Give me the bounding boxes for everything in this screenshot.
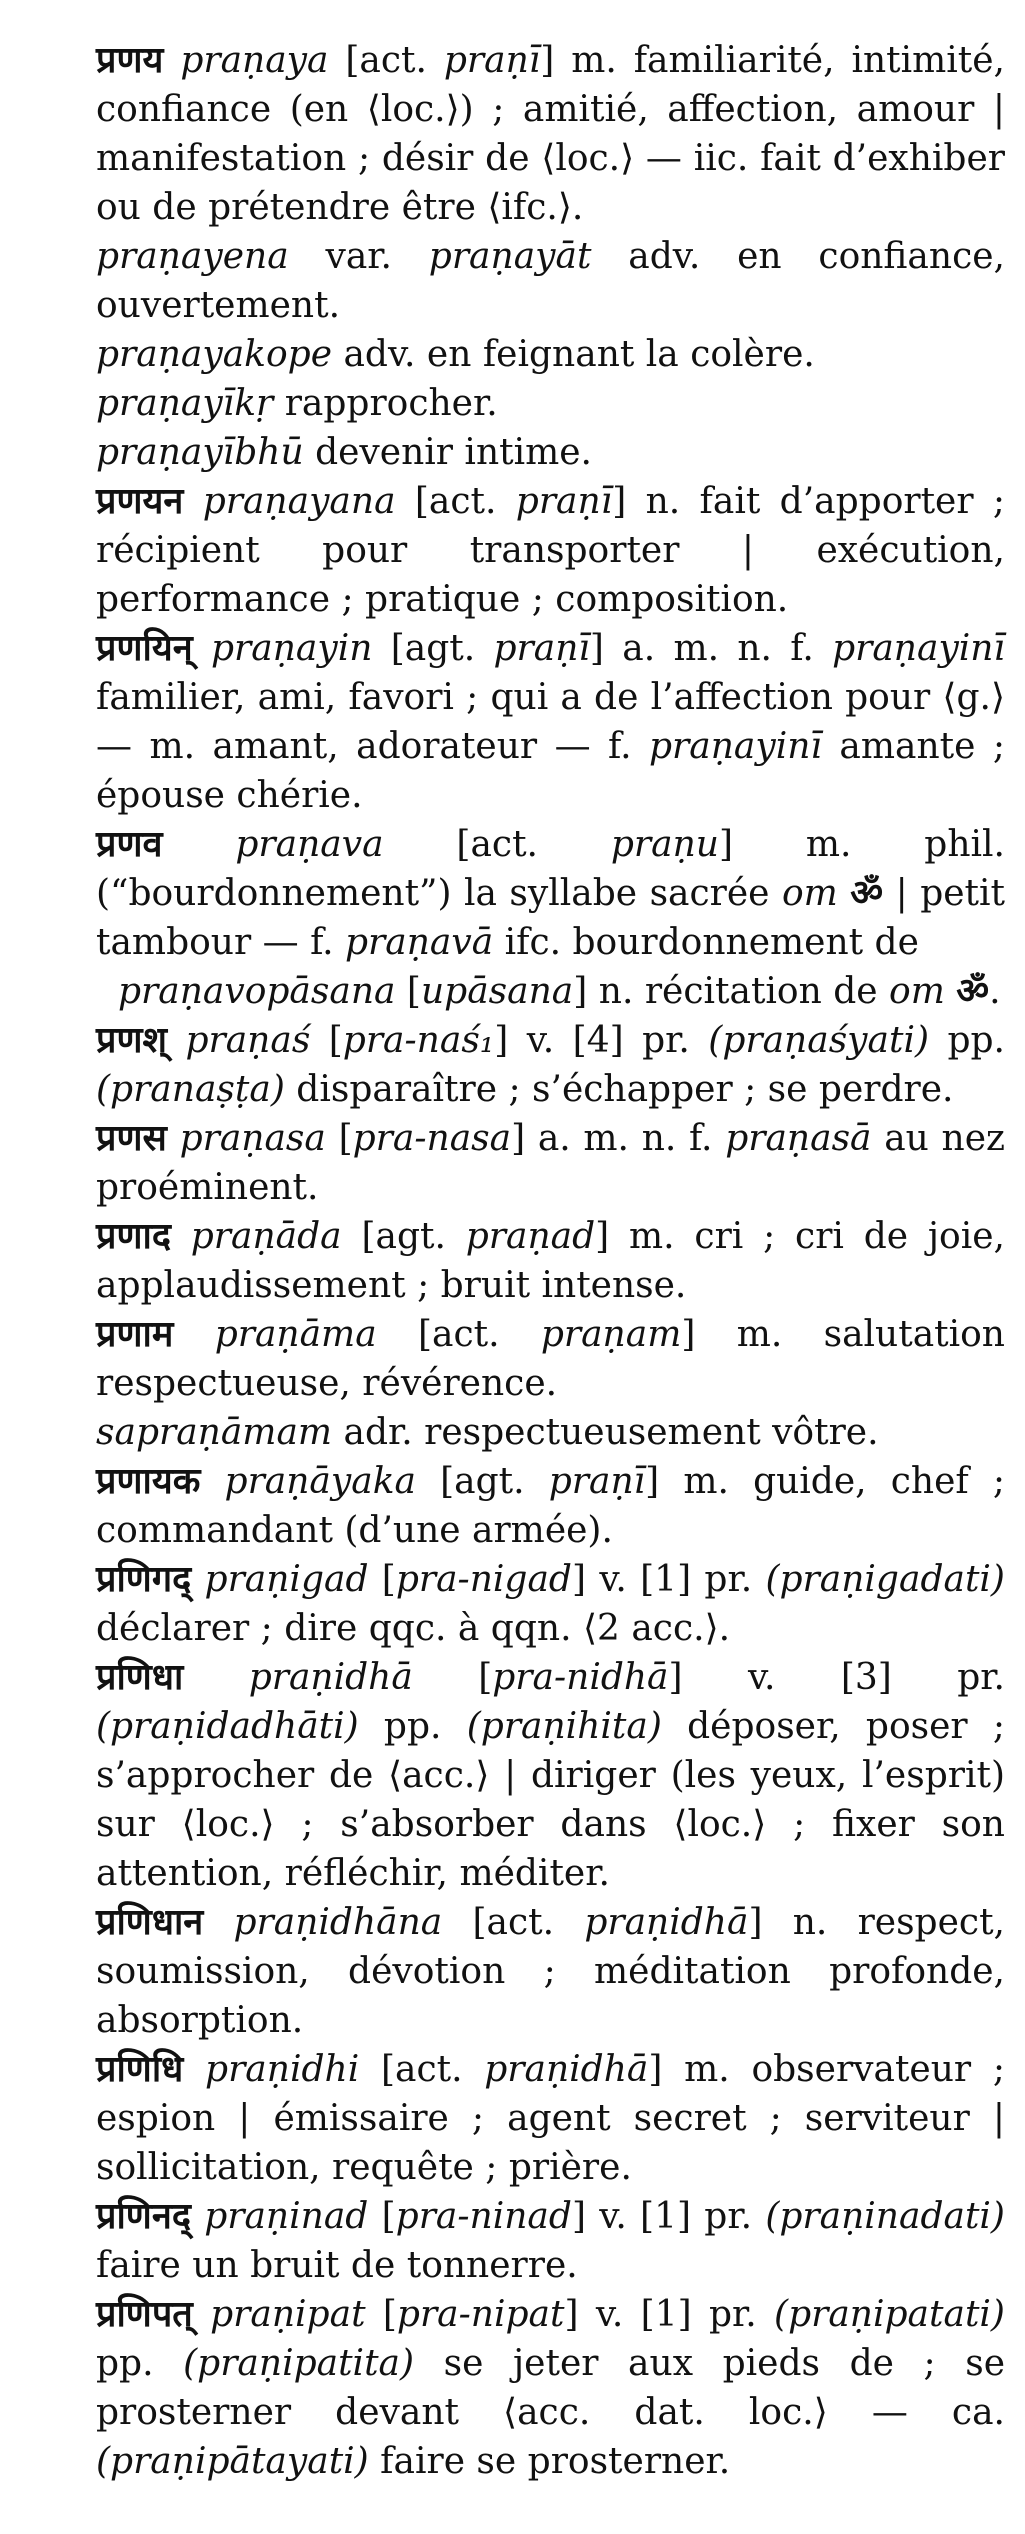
devanagari-headword: प्रणिधान bbox=[96, 1901, 204, 1943]
entry-text: ] m. cri ; cri de joie, applaudissement ; bruit intense. bbox=[96, 1216, 1005, 1306]
entry-text: ] n. respect, soumission, dévotion ; méditation profonde, absorption. bbox=[96, 1902, 1005, 2041]
entry-text bbox=[838, 873, 850, 914]
italic-term: praṇī bbox=[493, 628, 590, 669]
italic-term: om bbox=[889, 971, 945, 1012]
entry-text: | petit tambour — f. bbox=[96, 873, 1005, 963]
entry-text: [ bbox=[368, 1559, 396, 1600]
dictionary-entry bbox=[96, 1212, 1005, 1310]
entry-text bbox=[167, 1020, 185, 1061]
devanagari-headword: प्रणिनद् bbox=[96, 2195, 191, 2237]
entry-text bbox=[183, 2049, 205, 2090]
entry-text: ] n. récitation de bbox=[573, 971, 890, 1012]
entry-text: faire se prosterner. bbox=[368, 2441, 731, 2482]
entry-text: ] m. familiarité, intimité, confiance (en ⟨loc.⟩) ; amitié, affection, amour | manifestation ; désir de ⟨loc.⟩ — iic. fait d’exhiber ou de prétendre être ⟨ifc.⟩. bbox=[96, 40, 1005, 228]
entry-text: [ bbox=[365, 2294, 397, 2335]
entry-text: [act. bbox=[359, 2049, 485, 2090]
italic-term: praṇavopāsana bbox=[118, 971, 396, 1012]
dictionary-entry bbox=[96, 1898, 1005, 2045]
dictionary-entry bbox=[96, 624, 1005, 820]
entry-text: [act. bbox=[376, 1314, 541, 1355]
entry-text: ] m. observateur ; espion | émissaire ; agent secret ; serviteur | sollicitation, requête ; prière. bbox=[96, 2049, 1005, 2188]
italic-term: praṇāda bbox=[190, 1216, 342, 1257]
italic-term: praṇinad bbox=[204, 2196, 369, 2237]
dictionary-entry bbox=[96, 1653, 1005, 1898]
italic-term: praṇayana bbox=[202, 481, 396, 522]
entry-text bbox=[200, 1461, 224, 1502]
dictionary-entry bbox=[96, 1457, 1005, 1555]
italic-term: (praṇinadati) bbox=[765, 2196, 1005, 2237]
dictionary-entry bbox=[96, 1555, 1005, 1653]
dictionary-entry bbox=[96, 477, 1005, 624]
dictionary-entry bbox=[96, 2290, 1005, 2486]
devanagari-headword: प्रणिपत् bbox=[96, 2293, 193, 2335]
italic-term: praṇasā bbox=[725, 1118, 872, 1159]
entry-text bbox=[193, 628, 211, 669]
italic-term: pra-ninad bbox=[395, 2196, 572, 2237]
entry-text: var. bbox=[288, 236, 429, 277]
entry-text: ] v. [1] pr. bbox=[571, 1559, 766, 1600]
dictionary-entry bbox=[96, 2192, 1005, 2290]
entry-text: [act. bbox=[328, 40, 444, 81]
dictionary-entry bbox=[96, 232, 1005, 330]
entry-text bbox=[173, 1314, 214, 1355]
entry-text: faire un bruit de tonnerre. bbox=[96, 2245, 578, 2286]
italic-term: praṇayena bbox=[96, 236, 289, 277]
italic-term: praṇāyaka bbox=[224, 1461, 416, 1502]
italic-term: praṇī bbox=[443, 40, 541, 81]
italic-term: praṇayakope bbox=[96, 334, 333, 375]
entry-text: adv. en confiance, ouvertement. bbox=[96, 236, 1005, 326]
entry-text bbox=[191, 2196, 204, 2237]
entry-text bbox=[167, 1118, 180, 1159]
italic-term: praṇidhi bbox=[205, 2049, 360, 2090]
italic-term: praṇipat bbox=[210, 2294, 366, 2335]
devanagari-headword: प्रणश् bbox=[96, 1019, 167, 1061]
italic-term: (praṇihita) bbox=[466, 1706, 662, 1747]
entry-text bbox=[163, 824, 236, 865]
italic-term: praṇayinī bbox=[649, 726, 822, 767]
entry-text: [act. bbox=[395, 481, 516, 522]
entry-text: adr. respectueusement vôtre. bbox=[332, 1412, 879, 1453]
dictionary-entry bbox=[96, 1408, 1005, 1457]
italic-term: praṇam bbox=[540, 1314, 682, 1355]
entry-text bbox=[183, 481, 202, 522]
devanagari-headword: प्रणाद bbox=[96, 1215, 171, 1257]
entry-text: ifc. bourdonnement de bbox=[493, 922, 919, 963]
entry-text: [agt. bbox=[415, 1461, 549, 1502]
devanagari-headword: प्रणायक bbox=[96, 1460, 201, 1502]
italic-term: praṇaya bbox=[180, 40, 329, 81]
entry-text bbox=[193, 2294, 210, 2335]
entry-text: [ bbox=[412, 1657, 493, 1698]
italic-term: praṇigad bbox=[204, 1559, 369, 1600]
italic-term: praṇayāt bbox=[428, 236, 592, 277]
entry-text: ] v. [3] pr. bbox=[668, 1657, 1005, 1698]
italic-term: praṇī bbox=[515, 481, 613, 522]
italic-term: praṇidhā bbox=[584, 1902, 749, 1943]
entry-text: pp. bbox=[358, 1706, 467, 1747]
italic-term: praṇayinī bbox=[832, 628, 1005, 669]
dictionary-entry bbox=[96, 820, 1005, 967]
italic-term: (praṇipatati) bbox=[774, 2294, 1005, 2335]
italic-term: pra-nigad bbox=[395, 1559, 572, 1600]
italic-term: praṇava bbox=[235, 824, 384, 865]
entry-text: . bbox=[989, 971, 1001, 1012]
entry-text bbox=[945, 971, 956, 1012]
dictionary-entry bbox=[96, 1114, 1005, 1212]
italic-term: praṇidhā bbox=[248, 1657, 413, 1698]
italic-term: (praṇigadati) bbox=[765, 1559, 1005, 1600]
italic-term: (praṇidadhāti) bbox=[96, 1706, 359, 1747]
entry-text: ] v. [1] pr. bbox=[571, 2196, 766, 2237]
italic-term: upāsana bbox=[420, 971, 574, 1012]
dictionary-entry bbox=[96, 36, 1005, 232]
entry-text bbox=[183, 1657, 248, 1698]
entry-text: rapprocher. bbox=[273, 383, 498, 424]
entry-text: [ bbox=[395, 971, 421, 1012]
italic-term: praṇidhāna bbox=[233, 1902, 443, 1943]
entry-text: pp. bbox=[929, 1020, 1005, 1061]
entry-text: ] a. m. n. f. bbox=[511, 1118, 726, 1159]
devanagari-headword: प्रणिधा bbox=[96, 1656, 184, 1698]
devanagari-headword: प्रणस bbox=[96, 1117, 167, 1159]
entry-text bbox=[191, 1559, 204, 1600]
italic-term: sapraṇāmam bbox=[96, 1412, 333, 1453]
italic-term: praṇayībhū bbox=[96, 432, 304, 473]
entry-text bbox=[203, 1902, 233, 1943]
entry-text: [ bbox=[325, 1118, 353, 1159]
entry-text: se jeter aux pieds de ; se prosterner devant ⟨acc. dat. loc.⟩ — ca. bbox=[96, 2343, 1005, 2433]
dictionary-entry bbox=[96, 2045, 1005, 2192]
entry-text: [act. bbox=[383, 824, 611, 865]
devanagari-headword: प्रणय bbox=[96, 39, 164, 81]
entry-text: ] a. m. n. f. bbox=[589, 628, 833, 669]
entry-text: [agt. bbox=[372, 628, 494, 669]
entry-text: amante ; épouse chérie. bbox=[96, 726, 1005, 816]
entry-text: ] m. salutation respectueuse, révérence. bbox=[96, 1314, 1005, 1404]
entry-text: [ bbox=[310, 1020, 343, 1061]
italic-term: pra-nidhā bbox=[492, 1657, 669, 1698]
entry-text: [ bbox=[368, 2196, 396, 2237]
italic-term: praṇayīkṛ bbox=[96, 383, 274, 424]
entry-text bbox=[163, 40, 180, 81]
devanagari-headword: प्रणयन bbox=[96, 480, 184, 522]
italic-term: praṇidhā bbox=[484, 2049, 649, 2090]
devanagari-headword: प्रणाम bbox=[96, 1313, 174, 1355]
entry-text: ] m. guide, chef ; commandant (d’une armée). bbox=[96, 1461, 1005, 1551]
dictionary-entry bbox=[96, 1016, 1005, 1114]
entry-text: déposer, poser ; s’approcher de ⟨acc.⟩ | diriger (les yeux, l’esprit) sur ⟨loc.⟩ ; s’absorber dans ⟨loc.⟩ ; fixer son attention, réfléchir, méditer. bbox=[96, 1706, 1006, 1894]
italic-term: praṇu bbox=[610, 824, 719, 865]
entry-text: ] v. [1] pr. bbox=[564, 2294, 775, 2335]
italic-term: praṇad bbox=[465, 1216, 596, 1257]
entry-text: [act. bbox=[442, 1902, 585, 1943]
italic-term: praṇavā bbox=[345, 922, 494, 963]
dictionary-entry bbox=[96, 379, 1005, 428]
devanagari-headword: ॐ bbox=[850, 872, 884, 914]
entry-text: adv. en feignant la colère. bbox=[332, 334, 815, 375]
italic-term: pra-nasa bbox=[352, 1118, 512, 1159]
devanagari-headword: प्रणयिन् bbox=[96, 627, 193, 669]
entry-text: disparaître ; s’échapper ; se perdre. bbox=[284, 1069, 954, 1110]
italic-term: pra-naś₁ bbox=[342, 1020, 495, 1061]
italic-term: praṇī bbox=[548, 1461, 646, 1502]
entry-text bbox=[171, 1216, 191, 1257]
entry-text: familier, ami, favori ; qui a de l’affection pour ⟨g.⟩ — m. amant, adorateur — f. bbox=[96, 677, 1005, 767]
italic-term: (praṇipātayati) bbox=[96, 2441, 369, 2482]
devanagari-headword: ॐ bbox=[956, 970, 990, 1012]
devanagari-headword: प्रणव bbox=[96, 823, 163, 865]
italic-term: om bbox=[781, 873, 838, 914]
entry-text: ] v. [4] pr. bbox=[494, 1020, 709, 1061]
entry-text: [agt. bbox=[341, 1216, 466, 1257]
entry-text: devenir intime. bbox=[303, 432, 592, 473]
italic-term: praṇayin bbox=[211, 628, 373, 669]
italic-term: (praṇipatita) bbox=[183, 2343, 415, 2384]
italic-term: (praṇaśyati) bbox=[708, 1020, 930, 1061]
entry-text: ] n. fait d’apporter ; récipient pour transporter | exécution, performance ; pratique ; composition. bbox=[96, 481, 1006, 620]
italic-term: praṇāma bbox=[214, 1314, 377, 1355]
italic-term: praṇasa bbox=[179, 1118, 326, 1159]
italic-term: (pranaṣṭa) bbox=[96, 1069, 285, 1110]
entry-text: ] m. phil. (“bourdonnement”) la syllabe sacrée bbox=[96, 824, 1005, 914]
devanagari-headword: प्रणिगद् bbox=[96, 1558, 192, 1600]
entry-text: au nez proéminent. bbox=[96, 1118, 1006, 1208]
dictionary-entry bbox=[96, 967, 1005, 1016]
italic-term: praṇaś bbox=[185, 1020, 311, 1061]
dictionary-entry bbox=[96, 428, 1005, 477]
entry-text: déclarer ; dire qqc. à qqn. ⟨2 acc.⟩. bbox=[96, 1608, 731, 1649]
devanagari-headword: प्रणिधि bbox=[96, 2048, 184, 2090]
italic-term: pra-nipat bbox=[396, 2294, 565, 2335]
entry-text: pp. bbox=[96, 2343, 184, 2384]
dictionary-entry bbox=[96, 1310, 1005, 1408]
dictionary-entry bbox=[96, 330, 1005, 379]
